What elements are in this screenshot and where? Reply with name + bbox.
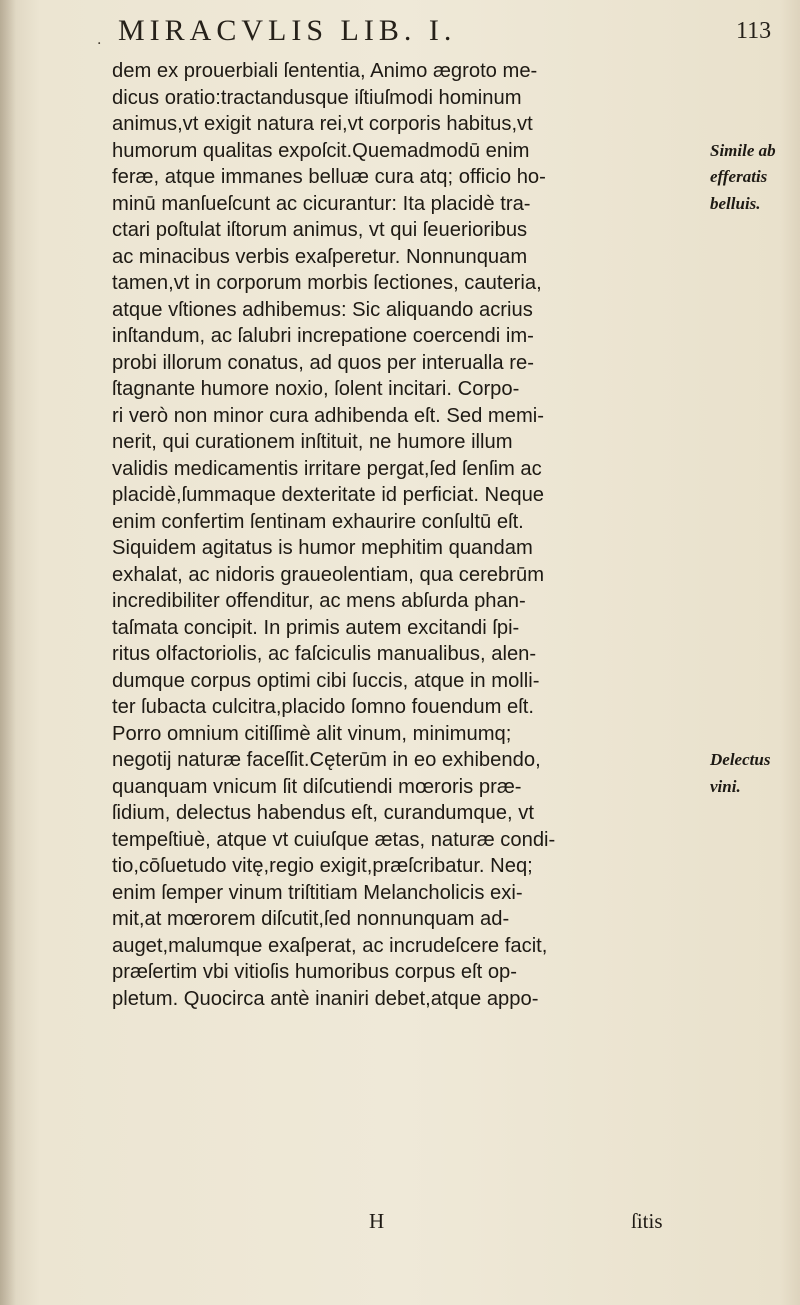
text-line: negotij naturæ faceſſit.Cęterūm in eo exhibendo, (112, 749, 541, 771)
text-line: tio,cōſuetudo vitę,regio exigit,præſcribatur. Neq; (112, 855, 533, 877)
text-line: ter ſubacta culcitra,placido ſomno fouendum eſt. (112, 696, 534, 718)
text-line: minū manſueſcunt ac cicurantur: Ita placidè tra- (112, 192, 531, 215)
text-line: ſtagnante humore noxio, ſolent incitari. Corpo- (112, 378, 520, 400)
margin-note: efferatis (710, 167, 768, 186)
text-line: quanquam vnicum ſit diſcutiendi mœroris præ- (112, 775, 522, 798)
text-line: enim confertim ſentinam exhaurire conſultū eſt. (112, 510, 524, 533)
catchword: ſitis (631, 1209, 663, 1233)
text-line: nerit, qui curationem inſtituit, ne humore illum (112, 431, 513, 453)
main-text (112, 58, 702, 1012)
text-line: inſtandum, ac ſalubri increpatione coercendi im- (112, 325, 534, 347)
signature-mark: H (369, 1209, 385, 1233)
text-line: præſertim vbi vitioſis humoribus corpus eſt op- (112, 961, 518, 983)
margin-note: Simile ab (710, 140, 776, 160)
page-number: 113 (736, 18, 772, 44)
text-line: tamen,vt in corporum morbis ſectiones, cauteria, (112, 272, 542, 294)
page-footer (0, 1209, 800, 1239)
text-line: validis medicamentis irritare pergat,ſed ſenſim ac (112, 457, 542, 480)
margin-note: belluis. (710, 193, 761, 213)
running-head (0, 14, 800, 50)
text-line: mit,at mœrorem diſcutit,ſed nonnunquam ad- (112, 908, 510, 930)
head-mark: · (97, 36, 102, 52)
text-line: ſidium, delectus habendus eſt, curandumque, vt (112, 802, 534, 824)
text-line: taſmata concipit. In primis autem excitandi ſpi- (112, 616, 520, 639)
margin-note: Delectus (710, 750, 771, 769)
text-line: atque vſtiones adhibemus: Sic aliquando acrius (112, 298, 533, 321)
gutter-shadow (0, 0, 16, 1305)
text-line: Siquidem agitatus is humor mephitim quandam (112, 537, 533, 559)
text-line: ctari poſtulat iſtorum animus, vt qui ſeuerioribus (112, 219, 528, 241)
text-line: incredibiliter offenditur, ac mens abſurda phan- (112, 590, 526, 612)
text-line: auget,malumque exaſperat, ac incrudeſcere facit, (112, 934, 548, 957)
text-line: dem ex prouerbiali ſententia, Animo ægroto me- (112, 60, 538, 82)
text-line: pletum. Quocirca antè inaniri debet,atque appo- (112, 987, 539, 1010)
text-line: exhalat, ac nidoris graueolentiam, qua cerebrūm (112, 563, 545, 586)
running-title: MIRACVLIS LIB. I. (118, 14, 457, 47)
text-line: animus,vt exigit natura rei,vt corporis habitus,vt (112, 113, 533, 135)
text-line: probi illorum conatus, ad quos per interualla re- (112, 351, 534, 374)
text-line: ac minacibus verbis exaſperetur. Nonnunquam (112, 245, 528, 268)
text-line: placidè,ſummaque dexteritate id perficiat. Neque (112, 484, 545, 506)
text-line: dicus oratio:tractandusque iſtiuſmodi hominum (112, 86, 522, 109)
text-line: Porro omnium citiſſimè alit vinum, minimumq; (112, 722, 512, 745)
margin-note: vini. (710, 776, 741, 796)
text-line: ri verò non minor cura adhibenda eſt. Sed memi- (112, 404, 545, 427)
text-line: tempeſtiuè, atque vt cuiuſque ætas, naturæ condi- (112, 828, 556, 851)
text-line: feræ, atque immanes belluæ cura atq; officio ho- (112, 166, 546, 188)
text-line: ritus olfactoriolis, ac faſciculis manualibus, alen- (112, 643, 537, 665)
text-line: humorum qualitas expoſcit.Quemadmodū enim (112, 139, 530, 162)
text-line: enim ſemper vinum triſtitiam Melancholicis exi- (112, 881, 523, 904)
text-line: dumque corpus optimi cibi ſuccis, atque in molli- (112, 669, 540, 692)
